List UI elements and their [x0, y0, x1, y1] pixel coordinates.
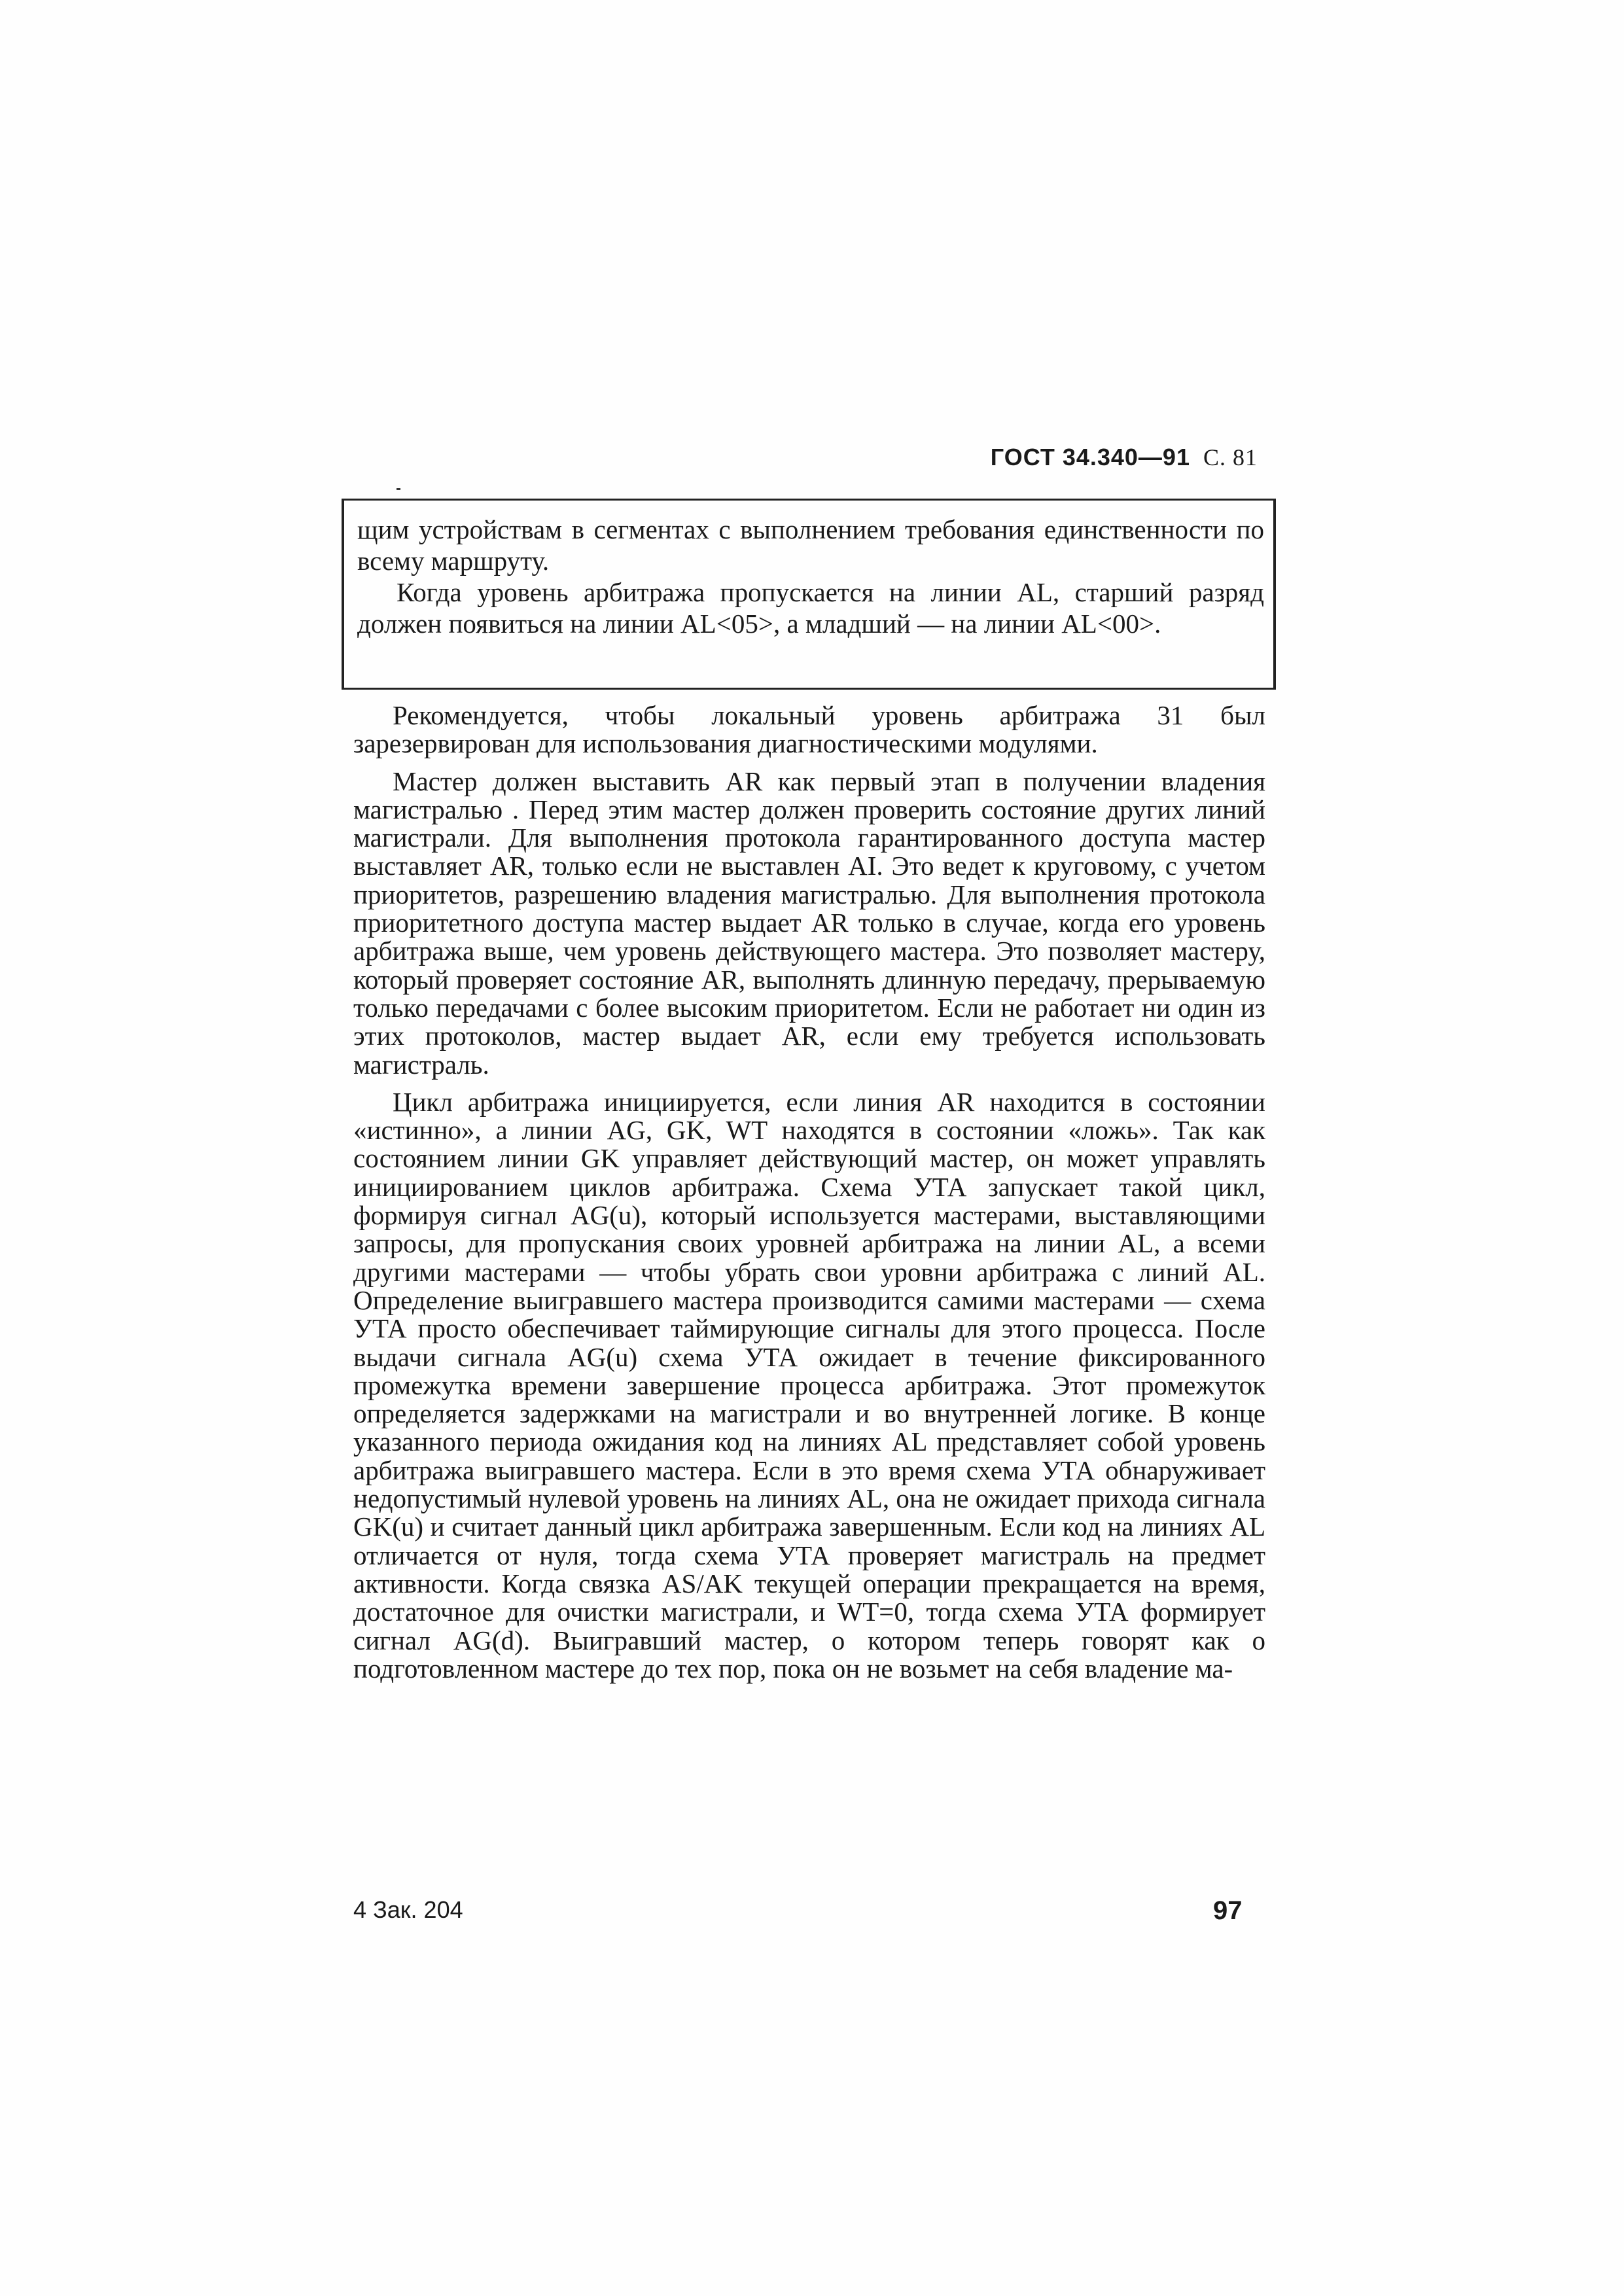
body-paragraph-1: Рекомендуется, чтобы локальный уровень арбитража 31 был зарезервирован для использования диагностическими модулями.	[353, 700, 1265, 759]
page-number: 97	[1213, 1896, 1243, 1925]
page-header	[991, 444, 1258, 471]
body-text	[353, 701, 1265, 1692]
boxed-paragraph-1: щим устройствам в сегментах с выполнением требования единственности по всему маршруту.	[357, 514, 1264, 576]
stray-mark	[397, 488, 400, 490]
boxed-paragraph-2: Когда уровень арбитража пропускается на линии AL, старший разряд должен появиться на линии AL<05>, а младший — на линии AL<00>.	[357, 577, 1264, 639]
order-number: 4 Зак. 204	[353, 1896, 463, 1923]
page-reference: С. 81	[1203, 444, 1258, 470]
body-paragraph-2: Мастер должен выставить AR как первый этап в получении владения магистралью . Перед этим мастер должен проверить состояние других линий магистрали. Для выполнения протокола гарантированного доступа мастер выставляет AR, только если не выставлен AI. Это ведет к круговому, с учетом приоритетов, разрешению владения магистралью. Для выполнения протокола приоритетного доступа мастер выдает AR только в случае, когда его уровень арбитража выше, чем уровень действующего мастера. Это позволяет мастеру, который проверяет состояние AR, выполнять длинную передачу, прерываемую только передачами с более высоким приоритетом. Если не работает ни один из этих протоколов, мастер выдает AR, если ему требуется использовать магистраль.	[353, 766, 1265, 1080]
standard-number: ГОСТ 34.340—91	[990, 444, 1190, 470]
body-paragraph-3: Цикл арбитража инициируется, если линия AR находится в состоянии «истинно», а линии AG, GK, WT находятся в состоянии «ложь». Так как состоянием линии GK управляет действующий мастер, он может управлять инициированием циклов арбитража. Схема УТА запускает такой цикл, формируя сигнал AG(u), который используется мастерами, выставляющими запросы, для пропускания своих уровней арбитража на линии AL, а всеми другими мастерами — чтобы убрать свои уровни арбитража с линий AL. Определение выигравшего мастера производится самими мастерами — схема УТА просто обеспечивает таймирующие сигналы для этого процесса. После выдачи сигнала AG(u) схема УТА ожидает в течение фиксированного промежутка времени завершение процесса арбитража. Этот промежуток определяется задержками на магистрали и во внутренней логике. В конце указанного периода ожидания код на линиях AL представляет собой уровень арбитража выигравшего мастера. Если в это время схема УТА обнаруживает недопустимый нулевой уровень на линиях AL, она не ожидает прихода сигнала GK(u) и считает данный цикл арбитража завершенным. Если код на линиях AL отличается от нуля, тогда схема УТА проверяет магистраль на предмет активности. Когда связка AS/AK текущей операции прекращается на время, достаточное для очистки магистрали, и WT=0, тогда схема УТА формирует сигнал AG(d). Выигравший мастер, о котором теперь говорят как о подготовленном мастере до тех пор, пока он не возьмет на себя владение ма-	[353, 1086, 1265, 1684]
boxed-section	[342, 499, 1276, 690]
